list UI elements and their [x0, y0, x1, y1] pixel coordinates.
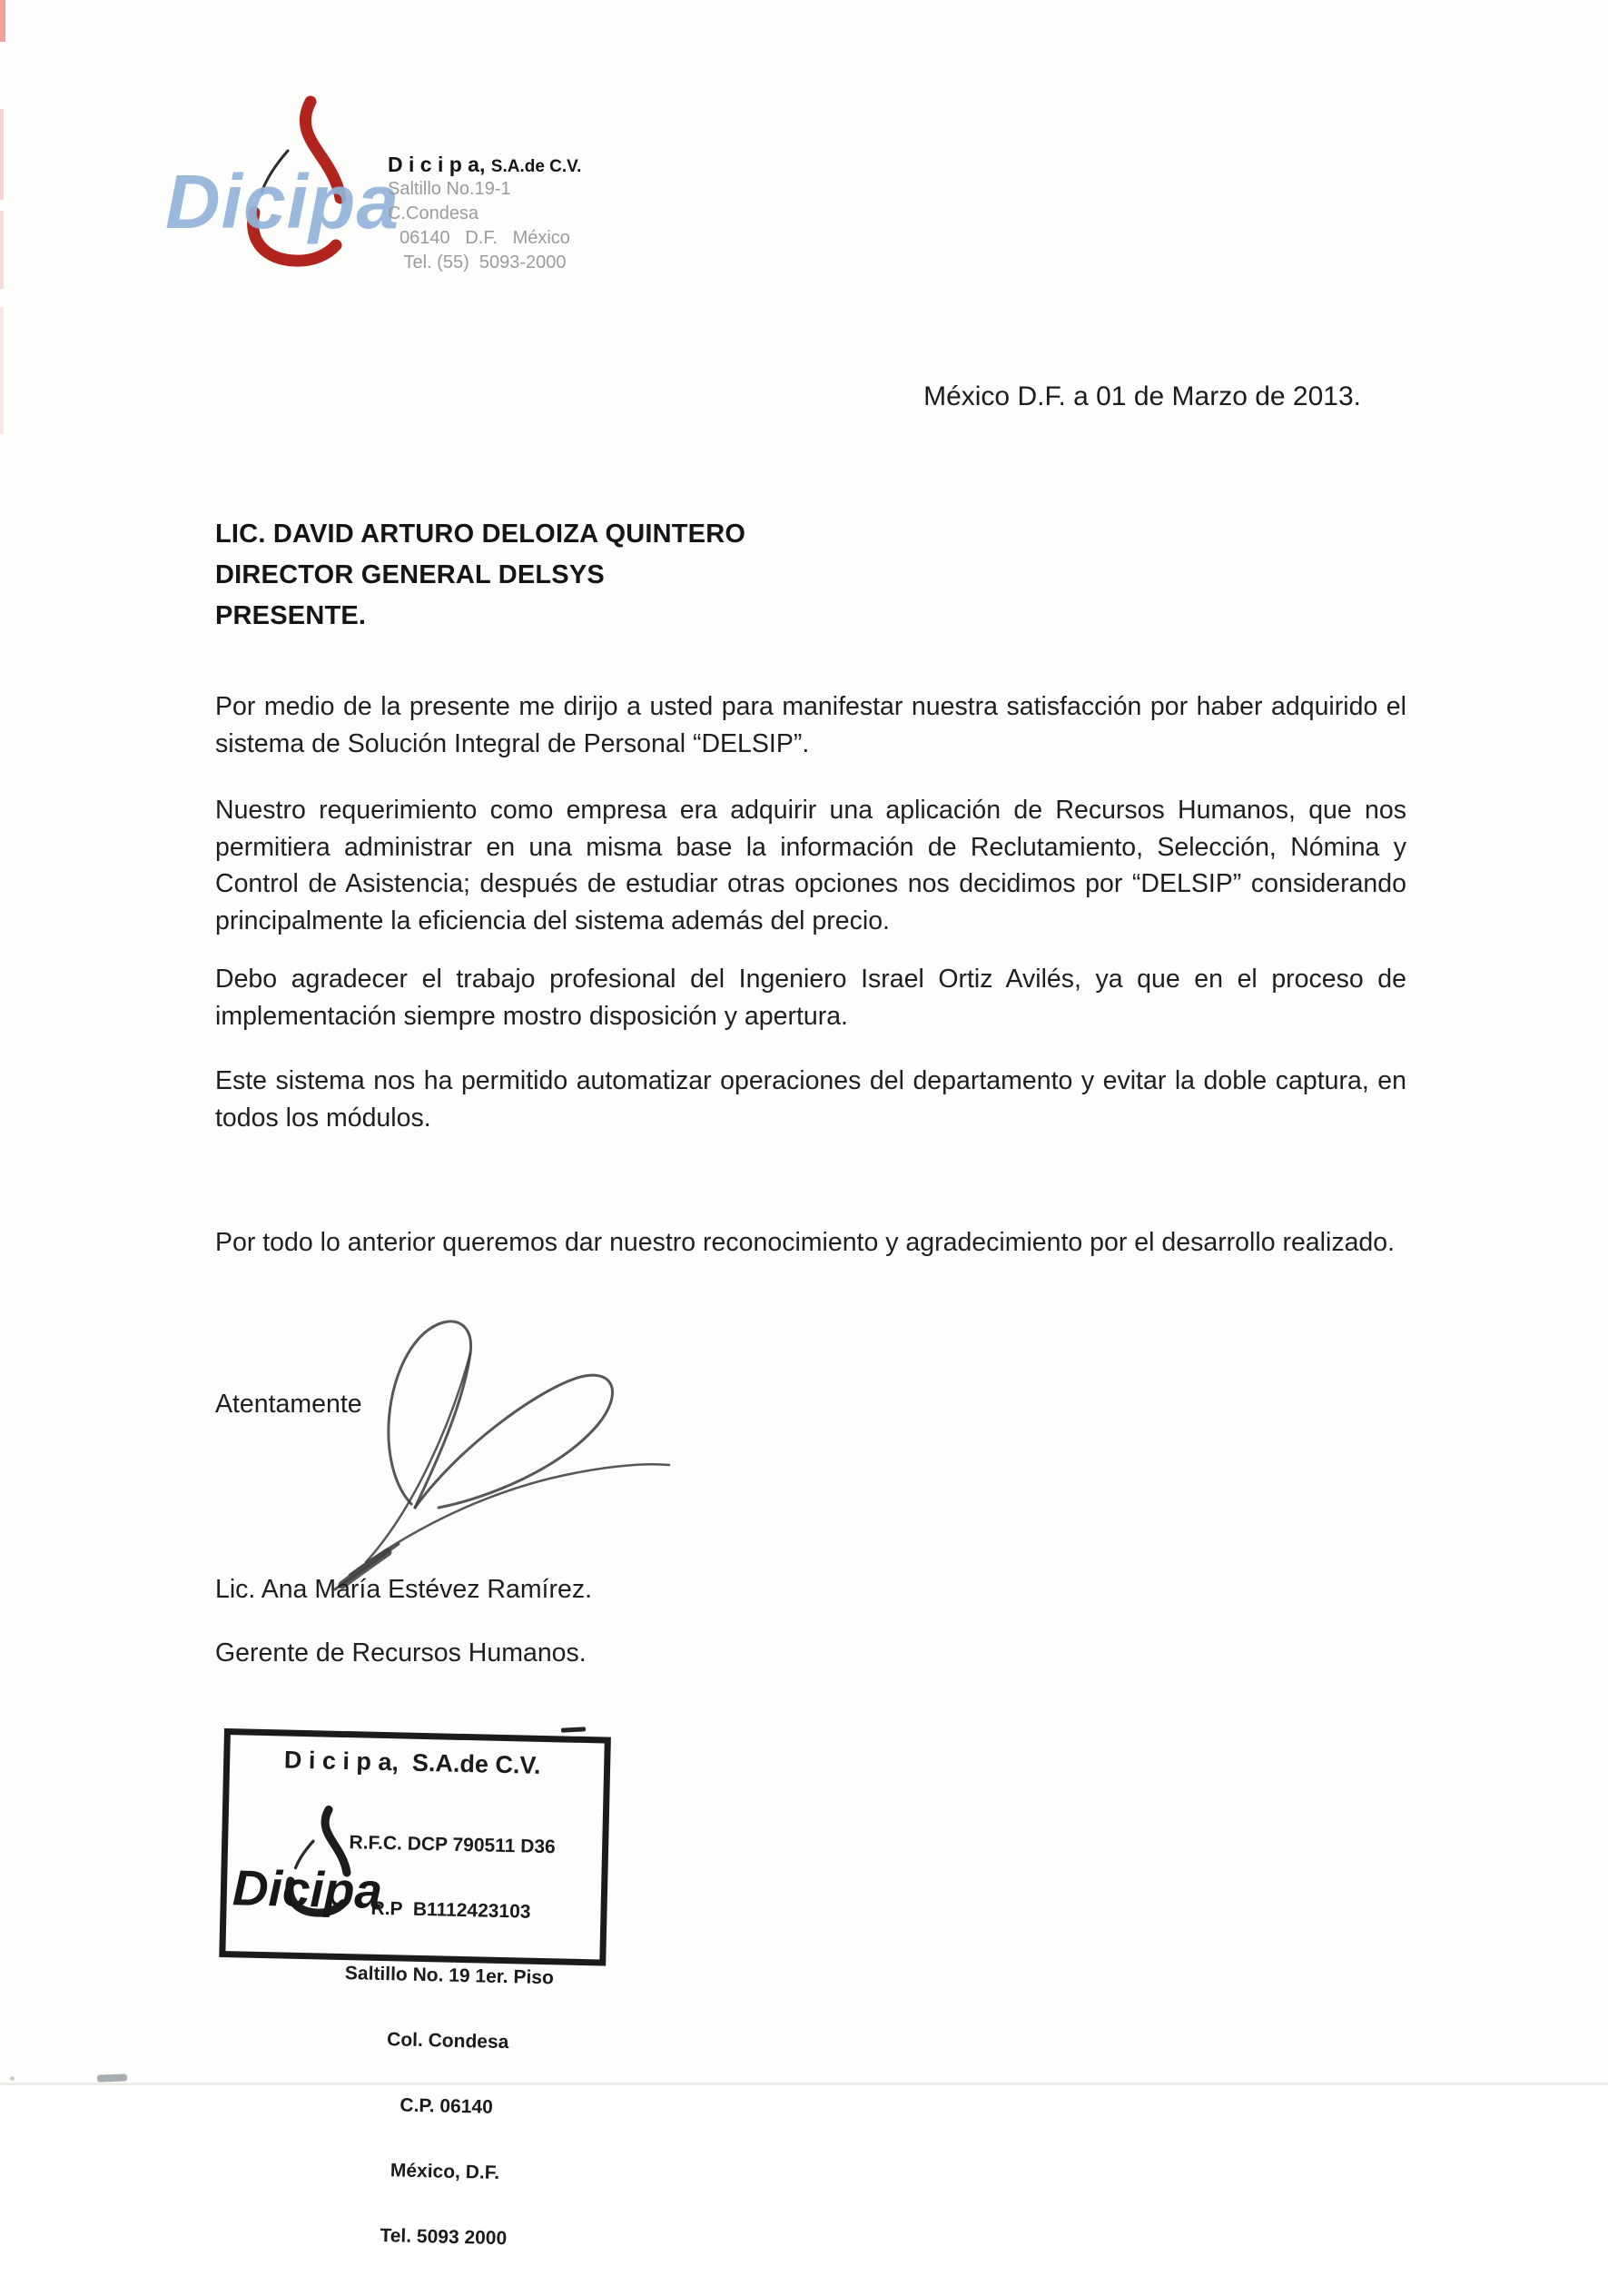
stamp-rfc-line: R.F.C. DCP 790511 D36	[349, 1832, 557, 1858]
stamp-phone-line: Tel. 5093 2000	[380, 2225, 508, 2250]
recipient-line: LIC. DAVID ARTURO DELOIZA QUINTERO	[215, 520, 746, 549]
scan-artifact-red-strip	[0, 109, 4, 200]
stamp-colonia-line: Col. Condesa	[386, 2029, 509, 2054]
company-name: D i c i p a,	[388, 153, 486, 176]
handwritten-signature	[322, 1306, 681, 1597]
stamp-company-name: D i c i p a, S.A.de C.V.	[283, 1746, 541, 1779]
scan-artifact-red-strip	[0, 211, 4, 289]
stamp-cp-line: C.P. 06140	[400, 2094, 494, 2118]
signer-name: Lic. Ana María Estévez Ramírez.	[215, 1575, 592, 1604]
body-paragraph: Por medio de la presente me dirijo a usted para manifestar nuestra satisfacción por haber adquirido el sistema de Solución Integral de Personal “DELSIP”.	[215, 692, 1406, 758]
body-paragraph: Este sistema nos ha permitido automatizar operaciones del departamento y evitar la doble captura, en todos los módulos.	[215, 1066, 1406, 1133]
company-info-block	[388, 153, 582, 275]
company-address-line: 06140 D.F. México	[400, 228, 570, 248]
scan-artifact-dash	[97, 2073, 127, 2082]
company-suffix: S.A.de C.V.	[490, 157, 582, 176]
date-line: México D.F. a 01 de Marzo de 2013.	[923, 381, 1361, 411]
body-paragraph: Por todo lo anterior queremos dar nuestro reconocimiento y agradecimiento por el desarrollo realizado.	[215, 1228, 1396, 1257]
scan-artifact-red-strip	[0, 0, 5, 42]
scan-artifact-dash	[561, 1727, 586, 1732]
scan-artifact-edge	[0, 2083, 1608, 2085]
recipient-block	[215, 514, 745, 637]
body-paragraph: Nuestro requerimiento como empresa era adquirir una aplicación de Recursos Humanos, que nos permitiera administrar en una misma base la información de Reclutamiento, Selección, Nómina y Control de Asistencia; después de estudiar otras opciones nos decidimos por “DELSIP” considerando principalmente la eficiencia del sistema además del precio.	[215, 796, 1406, 935]
signer-title: Gerente de Recursos Humanos.	[215, 1638, 587, 1668]
stamp-logo-wordmark: Dicipa	[232, 1859, 383, 1919]
recipient-line: PRESENTE.	[215, 601, 367, 630]
stamp-dicipa-logo	[232, 1806, 429, 1948]
company-rubber-stamp	[219, 1728, 611, 2250]
company-name-line	[388, 153, 582, 177]
company-phone-line: Tel. (55) 5093-2000	[403, 252, 567, 272]
recipient-line: DIRECTOR GENERAL DELSYS	[215, 560, 605, 589]
stamp-city-line: México, D.F.	[390, 2160, 500, 2183]
scan-artifact-red-strip	[0, 307, 4, 434]
stamp-rp-line: R.P B1112423103	[370, 1897, 531, 1923]
scan-artifact-dot	[10, 2076, 15, 2081]
logo-wordmark: Dicipa	[165, 159, 400, 244]
company-address-line: Saltillo No.19-1 C.Condesa	[388, 179, 527, 223]
stamp-street-line: Saltillo No. 19 1er. Piso	[344, 1963, 555, 1989]
body-paragraph: Debo agradecer el trabajo profesional del Ingeniero Israel Ortiz Avilés, ya que en el proceso de implementación siempre mostro disposición y apertura.	[215, 965, 1406, 1031]
closing-salutation: Atentamente	[215, 1390, 362, 1419]
